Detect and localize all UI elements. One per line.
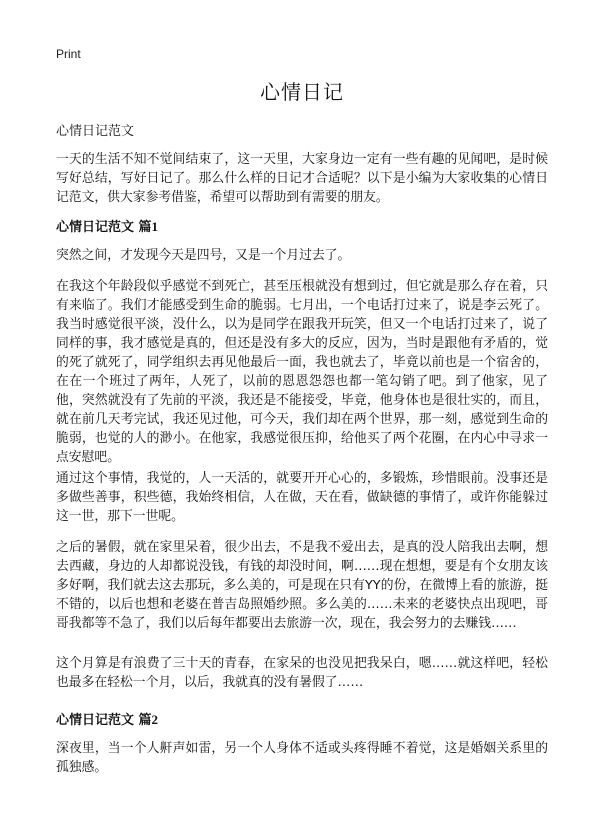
- section-heading-number: 2: [151, 712, 159, 727]
- paragraph: 这个月算是有浪费了三十天的青春，在家呆的也没见把我呆白，嗯……就这样吧，轻松也最多在轻松一个月，以后，我就真的没有暑假了……: [56, 656, 548, 690]
- section-heading-text: 心情日记范文 篇: [56, 220, 152, 235]
- paragraph: 深夜里，当一个人鼾声如雷，另一个人身体不适或头疼得睡不着觉，这是婚姻关系里的孤独感。: [56, 741, 548, 775]
- intro-paragraph: 一天的生活不知不觉间结束了，这一天里，大家身边一定有一些有趣的见闻吧，是时候写好总结，写好日记了。那么什么样的日记才合适呢？以下是小编为大家收集的心情日记范文，供大家参考借鉴，希望可以帮助到有需要的朋友。: [56, 152, 548, 205]
- section-heading-number: 1: [151, 219, 159, 234]
- paragraph: 突然之间，才发现今天是四号，又是一个月过去了。: [56, 248, 351, 263]
- section-heading-1: [56, 216, 158, 235]
- page-title: 心情日记: [260, 80, 344, 104]
- subtitle: 心情日记范文: [56, 124, 135, 139]
- section-heading-text: 心情日记范文 篇: [56, 713, 152, 728]
- paragraph: 在我这个年龄段似乎感觉不到死亡，甚至压根就没有想到过，但它就是那么存在着，只有来临了。我们才能感受到生命的脆弱。七月出，一个电话打过来了，说是李云死了。我当时感觉很平淡，没什么，以为是同学在跟我开玩笑，但又一个电话打过来了，说了同样的事，我才感觉是真的，但还是没有多大的反应，因为，当时是跟他有矛盾的，觉的死了就死了，同学组织去再见他最后一面，我也就去了，毕竟以前也是一个宿舍的，在在一个班过了两年，人死了，以前的恩恩怨怨也都一笔勾销了吧。到了他家，见了他，突然就没有了先前的平淡，我还是不能接受，毕竟，他身体也是很壮实的，而且，就在前几天考完试，我还见过他，可今天，我们却在两个世界，那一刻，感觉到生命的脆弱，也觉的人的渺小。在他家，我感觉很压抑，给他买了两个花圈，在内心中寻求一点安慰吧。: [56, 279, 548, 465]
- section-heading-2: [56, 709, 158, 728]
- paragraph: 之后的暑假，就在家里呆着，很少出去，不是我不爱出去，是真的没人陪我出去啊，想去西藏，身边的人却都说没钱，有钱的却没时间，啊……现在想想，要是有个女朋友该多好啊，我们就去这去那玩，多么美的，可是现在只有YY的份，在微博上看的旅游，挺不错的，以后也想和老婆在普吉岛照婚纱照。多么美的……未来的老婆快点出现吧，哥哥我都等不急了，我们以后每年都要出去旅游一次，现在，我会努力的去赚钱……: [56, 540, 548, 631]
- paragraph: 通过这个事情，我觉的，人一天活的，就要开开心心的，多锻炼，珍惜眼前。没事还是多做些善事，积些德，我始终相信，人在做，天在看，做缺德的事情了，或许你能躲过这一世，那下一世呢。: [56, 471, 548, 524]
- print-label[interactable]: Print: [56, 47, 81, 61]
